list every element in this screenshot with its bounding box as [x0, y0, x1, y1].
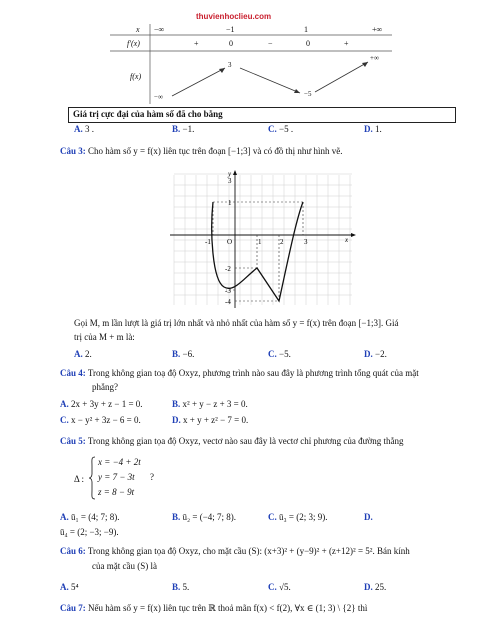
watermark: thuvienhoclieu.com — [196, 12, 272, 21]
tick-y-neg4: -4 — [225, 298, 231, 306]
option-text: ū₁ = (4; 7; 8). — [71, 512, 120, 522]
option-key: B. — [172, 582, 181, 592]
option-text: 5⁴ — [71, 582, 79, 592]
option-c[interactable] — [268, 582, 291, 593]
tick-y-neg2: -2 — [225, 265, 231, 273]
option-text: 1. — [375, 124, 382, 134]
option-key: A. — [60, 582, 69, 592]
question-4 — [60, 368, 419, 379]
f-value: −∞ — [154, 93, 163, 101]
option-text: 25. — [375, 582, 387, 592]
question-4-cont: phẳng? — [92, 382, 118, 392]
function-graph — [170, 170, 360, 310]
system-label: Δ : — [74, 474, 85, 484]
option-key: D. — [364, 124, 373, 134]
system-question-mark: ? — [150, 472, 154, 482]
option-text: −5 . — [279, 124, 294, 134]
variation-table-lines — [110, 24, 392, 104]
x-value: −∞ — [154, 25, 165, 34]
question-5 — [60, 436, 404, 447]
option-key: D. — [172, 415, 181, 425]
caption-box — [68, 107, 456, 123]
x-value: 1 — [304, 25, 308, 34]
variation-table — [110, 24, 392, 104]
sign: 0 — [306, 39, 310, 48]
question-text: Nếu hàm số y = f(x) liên tục trên ℝ thoả mãn f(x) < f(2), ∀x ∈ (1; 3) \ {2} thì — [88, 603, 368, 613]
question-label: Câu 6: — [60, 546, 86, 556]
question-text: Trong không gian toạ độ Oxyz, phương trình nào sau đây là phương trình tổng quát của mặt — [87, 368, 419, 378]
option-key: B. — [172, 124, 181, 134]
tick-y-neg3: -3 — [225, 287, 231, 295]
option-d[interactable] — [364, 349, 387, 360]
tick-y-3: 3 — [228, 177, 232, 185]
option-c[interactable] — [60, 415, 141, 426]
axis-y-label: y — [228, 170, 232, 178]
option-c[interactable] — [268, 349, 291, 360]
option-key: A. — [60, 399, 69, 409]
option-text: 2x + 3y + z − 1 = 0. — [71, 399, 143, 409]
option-text: √5. — [279, 582, 291, 592]
question-label: Câu 5: — [60, 436, 86, 446]
sign: + — [344, 39, 349, 48]
option-key: C. — [268, 124, 277, 134]
option-a[interactable] — [74, 349, 92, 360]
option-b[interactable] — [172, 399, 248, 410]
x-value: +∞ — [372, 25, 383, 34]
f-value: +∞ — [370, 54, 379, 62]
question-text: Trong không gian tọa độ Oxyz, cho mặt cầu (S): (x+3)² + (y−9)² + (z+12)² = 5². Bán kính — [87, 546, 410, 556]
question-label: Câu 4: — [60, 368, 86, 378]
option-key: B. — [172, 512, 181, 522]
option-text: x² + y − z + 3 = 0. — [182, 399, 248, 409]
option-key: A. — [74, 349, 83, 359]
option-b[interactable] — [172, 349, 194, 360]
option-b[interactable] — [172, 512, 236, 523]
option-key: C. — [60, 415, 69, 425]
option-text: 3 . — [85, 124, 94, 134]
option-key: B. — [172, 399, 181, 409]
option-key: B. — [172, 349, 181, 359]
question-7 — [60, 603, 367, 614]
option-key: D. — [364, 512, 373, 522]
option-a[interactable] — [74, 124, 94, 135]
option-a[interactable] — [60, 399, 143, 410]
question-text: Trong không gian tọa độ Oxyz, vectơ nào sau đây là vectơ chỉ phương của đường thẳng — [87, 436, 404, 446]
option-b[interactable] — [172, 582, 189, 593]
tick-x-2: 2 — [280, 238, 284, 246]
tick-O: O — [227, 238, 233, 246]
option-c[interactable] — [268, 512, 327, 523]
option-a[interactable] — [60, 582, 79, 593]
axis-x-label: x — [345, 236, 349, 244]
f-value: 3 — [228, 61, 232, 69]
q3-body-line1: Gọi M, m lần lượt là giá trị lớn nhất và nhỏ nhất của hàm số y = f(x) trên đoạn [−1;3]. Giá — [74, 318, 399, 328]
system-brace — [88, 456, 96, 500]
option-text: −1. — [182, 124, 195, 134]
option-d[interactable] — [172, 415, 248, 426]
question-6-cont: của mặt cầu (S) là — [92, 561, 157, 571]
caption-text: Giá trị cực đại của hàm số đã cho bằng — [73, 109, 223, 119]
option-text: 2. — [85, 349, 92, 359]
option-text: ū₂ = (−4; 7; 8). — [182, 512, 237, 522]
option-d[interactable] — [364, 124, 382, 135]
option-key: C. — [268, 582, 277, 592]
option-key: D. — [364, 582, 373, 592]
option-key: C. — [268, 349, 277, 359]
q3-graph — [170, 170, 360, 310]
option-a[interactable] — [60, 512, 119, 523]
f-value: −5 — [304, 90, 312, 98]
question-label: Câu 7: — [60, 603, 86, 613]
option-text: −2. — [375, 349, 387, 359]
sign: 0 — [229, 39, 233, 48]
q3-body-line2: trị của M + m là: — [74, 332, 135, 342]
question-label: Câu 3: — [60, 146, 86, 156]
option-b[interactable] — [172, 124, 194, 135]
question-6 — [60, 546, 410, 557]
option-key: A. — [60, 512, 69, 522]
system-eq-3: z = 8 − 9t — [98, 487, 135, 497]
x-label: x — [136, 25, 140, 34]
tick-y-1: 1 — [228, 199, 232, 207]
tick-x-neg1: -1 — [205, 238, 211, 246]
option-d[interactable] — [364, 512, 373, 523]
question-3 — [60, 146, 343, 157]
option-d-cont: ū₄ = (2; −3; −9). — [60, 527, 119, 537]
question-text: Cho hàm số y = f(x) liên tục trên đoạn [−1;3] và có đồ thị như hình vẽ. — [88, 146, 343, 156]
option-text: −5. — [279, 349, 291, 359]
sign: − — [268, 39, 273, 48]
sign: + — [194, 39, 199, 48]
option-key: C. — [268, 512, 277, 522]
tick-x-1: 1 — [258, 238, 262, 246]
option-c[interactable] — [268, 124, 293, 135]
system-eq-2: y = 7 − 3t — [98, 472, 135, 482]
option-text: 5. — [182, 582, 190, 592]
option-text: −6. — [182, 349, 195, 359]
x-value: −1 — [226, 25, 235, 34]
option-text: ū₃ = (2; 3; 9). — [279, 512, 328, 522]
fprime-label: f′(x) — [127, 39, 140, 48]
system-eq-1: x = −4 + 2t — [98, 457, 141, 467]
tick-x-3: 3 — [304, 238, 308, 246]
f-label: f(x) — [130, 72, 142, 81]
option-text: x + y + z² − 7 = 0. — [183, 415, 249, 425]
option-key: A. — [74, 124, 83, 134]
option-text: x − y² + 3z − 6 = 0. — [71, 415, 141, 425]
option-d[interactable] — [364, 582, 386, 593]
option-key: D. — [364, 349, 373, 359]
